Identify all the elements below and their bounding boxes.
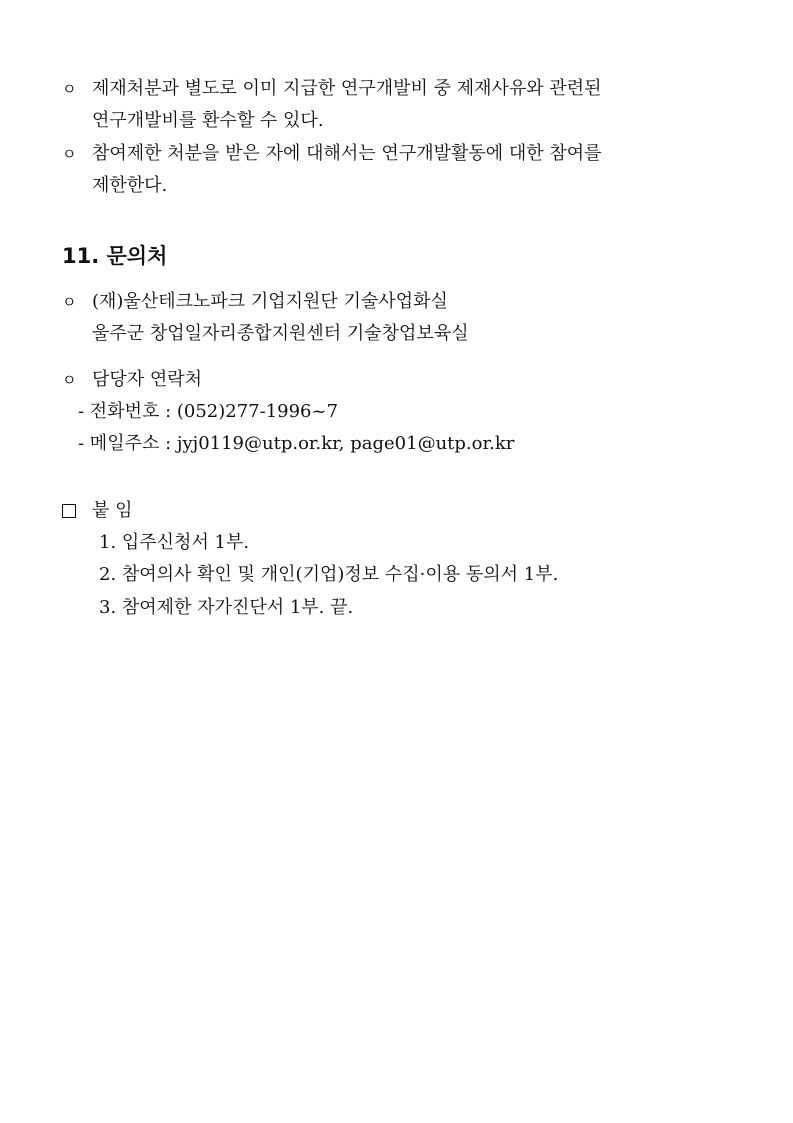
sanction-item-2-line-1: 참여제한 처분을 받은 자에 대해서는 연구개발활동에 대한 참여를: [92, 143, 602, 164]
bullet-marker: ㅇ: [62, 293, 77, 311]
contact-org-line-2: 울주군 창업일자리종합지원센터 기술창업보육실: [92, 323, 469, 344]
contact-phone: - 전화번호 : (052)277-1996~7: [78, 401, 339, 422]
checkbox-square-icon: [62, 504, 76, 518]
bullet-marker: ㅇ: [62, 371, 77, 389]
attachment-item-2: 2. 참여의사 확인 및 개인(기업)정보 수집·이용 동의서 1부.: [99, 564, 559, 585]
bullet-marker: ㅇ: [62, 80, 77, 98]
bullet-marker: ㅇ: [62, 145, 77, 163]
sanction-item-1-line-1: 제재처분과 별도로 이미 지급한 연구개발비 중 제재사유와 관련된: [92, 78, 602, 99]
contact-person-label: 담당자 연락처: [92, 369, 203, 390]
attachment-item-1: 1. 입주신청서 1부.: [99, 532, 250, 553]
attachments-title: 붙 임: [92, 500, 133, 521]
contact-email: - 메일주소 : jyj0119@utp.or.kr, page01@utp.or.kr: [78, 433, 515, 454]
contact-org-line-1: (재)울산테크노파크 기업지원단 기술사업화실: [92, 291, 448, 312]
section-heading-contact: 11. 문의처: [62, 244, 168, 268]
sanction-item-1-line-2: 연구개발비를 환수할 수 있다.: [92, 110, 324, 131]
sanction-item-2-line-2: 제한한다.: [92, 175, 168, 196]
attachment-item-3: 3. 참여제한 자가진단서 1부. 끝.: [99, 597, 354, 618]
